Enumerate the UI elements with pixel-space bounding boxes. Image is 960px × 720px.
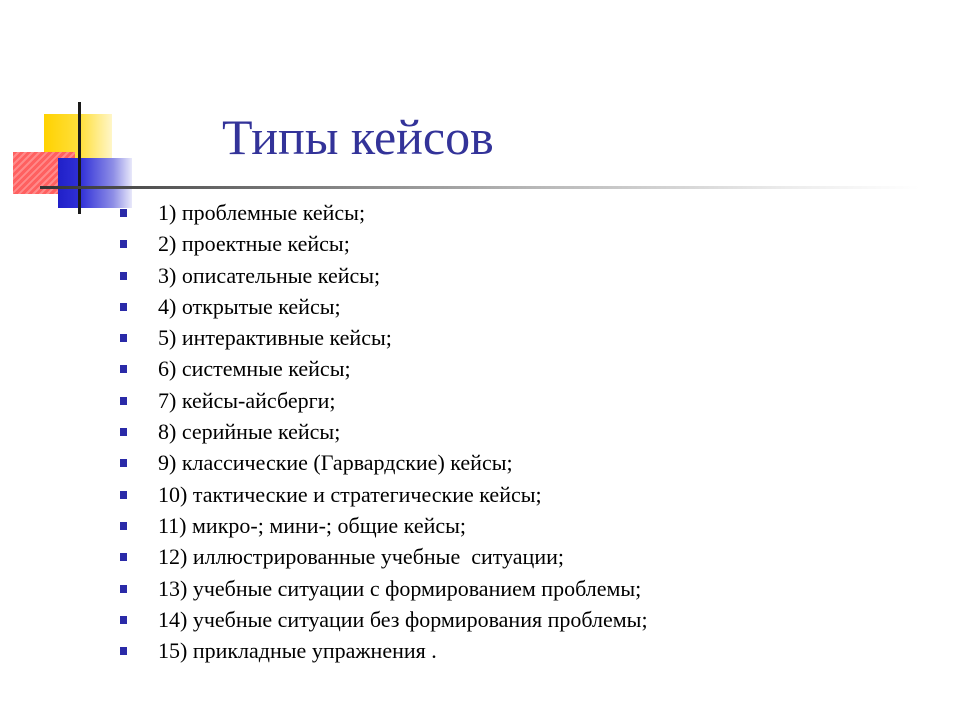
list-item bbox=[118, 322, 648, 353]
list-item-text: 14) учебные ситуации без формирования проблемы; bbox=[158, 606, 648, 632]
list-item-text: 1) проблемные кейсы; bbox=[158, 200, 366, 225]
list-item bbox=[118, 416, 648, 447]
square-bullet-icon bbox=[120, 459, 127, 467]
list-item bbox=[118, 228, 648, 259]
title-underline bbox=[40, 186, 920, 189]
list-item bbox=[118, 573, 648, 604]
square-bullet-icon bbox=[120, 303, 127, 311]
vertical-divider-line bbox=[78, 102, 81, 214]
case-types-list bbox=[118, 197, 648, 666]
square-bullet-icon bbox=[120, 553, 127, 561]
list-item-text: 11) микро-; мини-; общие кейсы; bbox=[158, 512, 467, 538]
square-bullet-icon bbox=[120, 365, 127, 373]
square-bullet-icon bbox=[120, 616, 127, 624]
square-bullet-icon bbox=[120, 272, 127, 280]
list-item bbox=[118, 291, 648, 322]
list-item-text: 4) открытые кейсы; bbox=[158, 293, 341, 319]
list-item-text: 8) серийные кейсы; bbox=[158, 419, 341, 445]
list-item bbox=[118, 479, 648, 510]
square-bullet-icon bbox=[120, 397, 127, 405]
list-item-text: 15) прикладные упражнения . bbox=[158, 638, 437, 664]
list-item bbox=[118, 353, 648, 384]
list-item bbox=[118, 635, 648, 666]
list-item bbox=[118, 197, 648, 228]
slide-title: Типы кейсов bbox=[222, 109, 494, 165]
square-bullet-icon bbox=[120, 522, 127, 530]
list-item bbox=[118, 541, 648, 572]
list-item bbox=[118, 447, 648, 478]
list-item-text: 7) кейсы-айсберги; bbox=[158, 387, 336, 413]
list-item-text: 13) учебные ситуации с формированием проблемы; bbox=[158, 575, 642, 601]
list-item bbox=[118, 260, 648, 291]
square-bullet-icon bbox=[120, 428, 127, 436]
list-item-text: 10) тактические и стратегические кейсы; bbox=[158, 481, 542, 507]
list-item bbox=[118, 604, 648, 635]
square-bullet-icon bbox=[120, 209, 127, 217]
square-bullet-icon bbox=[120, 491, 127, 499]
square-bullet-icon bbox=[120, 585, 127, 593]
list-item bbox=[118, 385, 648, 416]
list-item bbox=[118, 510, 648, 541]
list-item-text: 6) системные кейсы; bbox=[158, 356, 351, 382]
list-item-text: 9) классические (Гарвардские) кейсы; bbox=[158, 450, 513, 476]
square-bullet-icon bbox=[120, 334, 127, 342]
square-bullet-icon bbox=[120, 240, 127, 248]
list-item-text: 2) проектные кейсы; bbox=[158, 231, 350, 257]
list-item-text: 3) описательные кейсы; bbox=[158, 262, 381, 288]
list-item-text: 12) иллюстрированные учебные ситуации; bbox=[158, 544, 564, 570]
square-bullet-icon bbox=[120, 647, 127, 655]
list-item-text: 5) интерактивные кейсы; bbox=[158, 325, 392, 351]
